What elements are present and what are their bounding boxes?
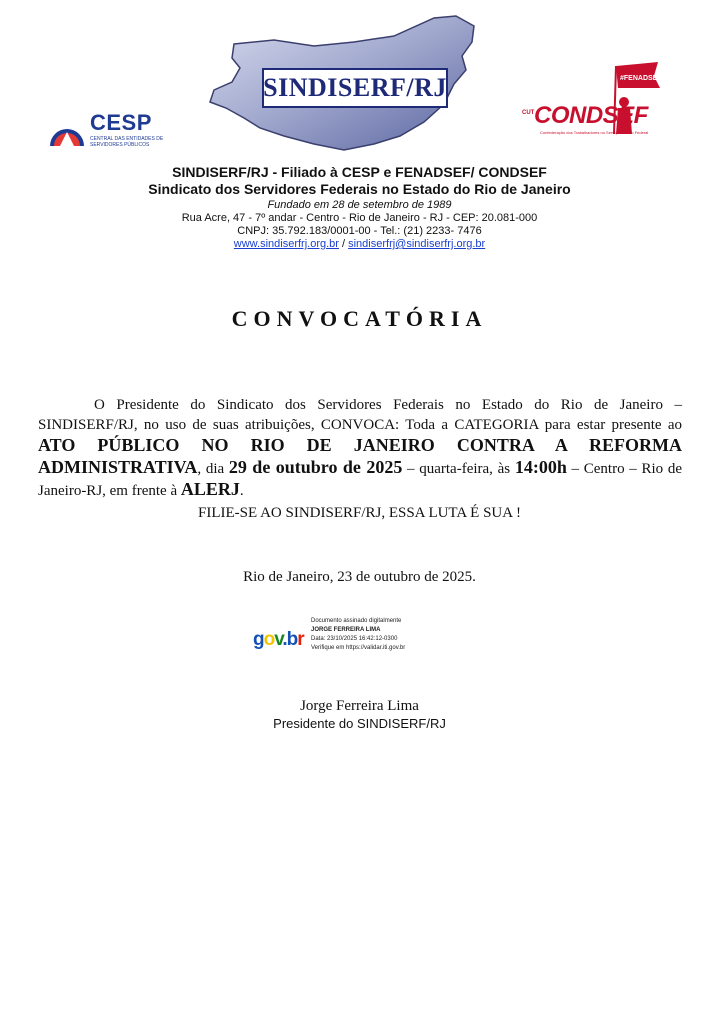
body-connector-1: , dia [197, 461, 229, 477]
email-link[interactable]: sindiserfrj@sindiserfrj.org.br [348, 238, 486, 250]
condsef-title: CONDSEF [534, 102, 648, 129]
header-contacts [0, 238, 719, 250]
condsef-logo [520, 58, 668, 138]
event-name: ATO PÚBLICO NO RIO DE JANEIRO CONTRA A REFORMA ADMINISTRATIVA [38, 435, 682, 477]
condsef-subtitle: Confederação dos Trabalhadores no Serviço Público Federal [540, 130, 649, 135]
signer-upper: JORGE FERREIRA LIMA [311, 627, 381, 633]
website-link[interactable]: www.sindiserfrj.org.br [233, 238, 339, 250]
header-union-name: Sindicato dos Servidores Federais no Estado do Rio de Janeiro [148, 181, 571, 197]
cesp-logo [48, 108, 163, 154]
header-address: Rua Acre, 47 - 7º andar - Centro - Rio de Janeiro - RJ - CEP: 20.081-000 [181, 212, 538, 224]
event-date: 29 de outubro de 2025 [228, 457, 403, 477]
place-date: Rio de Janeiro, 23 de outubro de 2025. [243, 569, 476, 585]
body-end: . [239, 483, 244, 499]
cesp-mark-icon [48, 112, 86, 150]
sindiserf-title-box [262, 68, 448, 108]
cut-label: CUT [522, 110, 535, 116]
condsef-flag-text: #FENADSEF [620, 75, 662, 82]
body-connector-2: – quarta-feira, às [402, 461, 515, 477]
event-place: ALERJ [180, 479, 240, 499]
digital-signature-stamp [253, 617, 453, 663]
signer-role: Presidente do SINDISERF/RJ [273, 716, 446, 731]
signer-name: Jorge Ferreira Lima [300, 698, 419, 714]
document-title: CONVOCATÓRIA [231, 306, 488, 331]
sindiserf-map-logo [204, 12, 504, 162]
event-time: 14:00h [514, 457, 567, 477]
body-intro: O Presidente do Sindicato dos Servidores Federais no Estado do Rio de Janeiro – SINDISERF/RJ, no uso de suas atribuições, CONVOCA: Toda a CATEGORIA para estar presente ao [38, 397, 682, 433]
slogan: FILIE-SE AO SINDISERF/RJ, ESSA LUTA É SUA ! [197, 505, 521, 521]
verify-url: Verifique em https://validar.iti.gov.br [311, 645, 406, 651]
sindiserf-title: SINDISERF/RJ [263, 73, 447, 102]
signature-details [311, 617, 405, 653]
cesp-subtitle: CENTRAL DAS ENTIDADES DE SERVIDORES PÚBLICOS [90, 136, 164, 148]
header-affiliation: SINDISERF/RJ - Filiado à CESP e FENADSEF/ CONDSEF [172, 164, 547, 180]
body-connector-3: – Centro – Rio de Janeiro-RJ, em frente à [38, 461, 682, 499]
cesp-title: CESP [90, 110, 152, 135]
govbr-logo: gov.br [253, 629, 304, 650]
contact-separator: / [338, 238, 349, 250]
sign-date: Data: 23/10/2025 16:42:12-0300 [311, 636, 398, 642]
signed-label: Documento assinado digitalmente [311, 618, 402, 624]
header-founded: Fundado em 28 de setembro de 1989 [267, 199, 452, 211]
convocation-paragraph [38, 395, 682, 501]
header-cnpj-phone: CNPJ: 35.792.183/0001-00 - Tel.: (21) 2233- 7476 [237, 225, 482, 237]
